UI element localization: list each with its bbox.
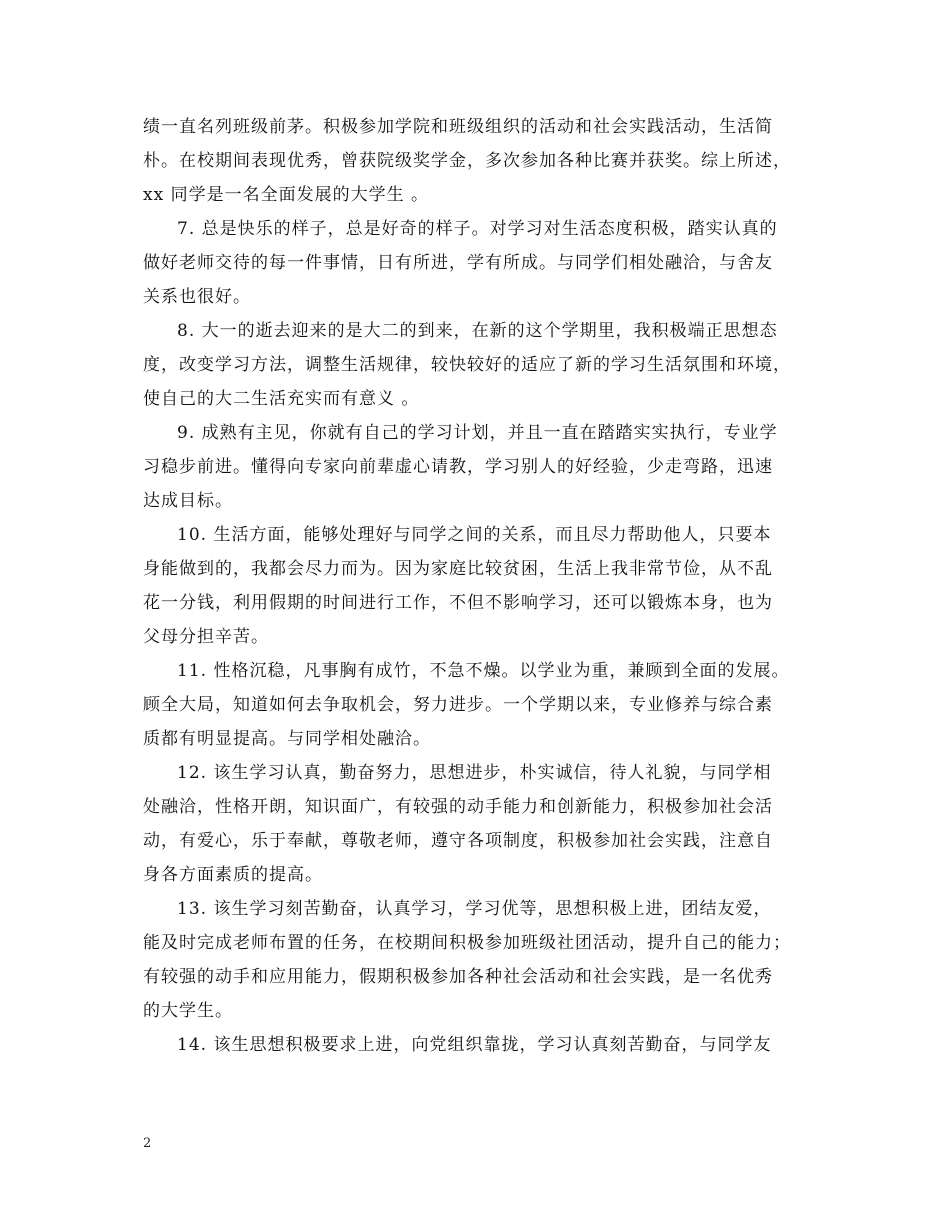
paragraph-first-line: 14. 该生思想积极要求上进，向党组织靠拢，学习认真刻苦勤奋，与同学友 xyxy=(177,1035,772,1055)
text-line: 动，有爱心，乐于奉献，尊敬老师，遵守各项制度，积极参加社会实践，注意自 xyxy=(143,831,773,851)
text-line: 关系也很好。 xyxy=(143,287,251,307)
text-line: 身各方面素质的提高。 xyxy=(143,865,323,885)
text-line: 顾全大局，知道如何去争取机会，努力进步。一个学期以来，专业修养与综合素 xyxy=(143,695,773,715)
text-line: xx 同学是一名全面发展的大学生 。 xyxy=(143,185,429,205)
paragraph-first-line: 9. 成熟有主见，你就有自己的学习计划，并且一直在踏踏实实执行，专业学 xyxy=(177,423,778,443)
text-line: 花一分钱，利用假期的时间进行工作，不但不影响学习，还可以锻炼本身，也为 xyxy=(143,593,773,613)
text-line: 处融洽，性格开朗，知识面广，有较强的动手能力和创新能力，积极参加社会活 xyxy=(143,797,773,817)
text-line: 习稳步前进。懂得向专家向前辈虚心请教，学习别人的好经验，少走弯路，迅速 xyxy=(143,457,773,477)
text-line: 达成目标。 xyxy=(143,491,233,511)
text-line: 度，改变学习方法，调整生活规律，较快较好的适应了新的学习生活氛围和环境， xyxy=(143,355,791,375)
paragraph-first-line: 8. 大一的逝去迎来的是大二的到来，在新的这个学期里，我积极端正思想态 xyxy=(177,321,778,341)
text-line: 朴。在校期间表现优秀，曾获院级奖学金，多次参加各种比赛并获奖。综上所述， xyxy=(143,151,791,171)
text-line: 使自己的大二生活充实而有意义 。 xyxy=(143,389,420,409)
paragraph-first-line: 11. 性格沉稳，凡事胸有成竹，不急不燥。以学业为重，兼顾到全面的发展。 xyxy=(177,661,790,681)
text-line: 的大学生。 xyxy=(143,1001,233,1021)
text-line: 能及时完成老师布置的任务，在校期间积极参加班级社团活动，提升自己的能力； xyxy=(143,933,791,953)
text-line: 身能做到的，我都会尽力而为。因为家庭比较贫困，生活上我非常节俭，从不乱 xyxy=(143,559,773,579)
paragraph-first-line: 12. 该生学习认真，勤奋努力，思想进步，朴实诚信，待人礼貌，与同学相 xyxy=(177,763,772,783)
page-number: 2 xyxy=(143,1136,152,1151)
document-body xyxy=(143,110,828,1062)
text-line: 绩一直名列班级前茅。积极参加学院和班级组织的活动和社会实践活动，生活简 xyxy=(143,117,773,137)
text-line: 父母分担辛苦。 xyxy=(143,627,269,647)
paragraph-first-line: 13. 该生学习刻苦勤奋，认真学习，学习优等，思想积极上进，团结友爱， xyxy=(177,899,772,919)
paragraph-first-line: 7. 总是快乐的样子，总是好奇的样子。对学习对生活态度积极，踏实认真的 xyxy=(177,219,778,239)
text-line: 有较强的动手和应用能力，假期积极参加各种社会活动和社会实践，是一名优秀 xyxy=(143,967,773,987)
paragraph-first-line: 10. 生活方面，能够处理好与同学之间的关系，而且尽力帮助他人，只要本 xyxy=(177,525,772,545)
text-line: 质都有明显提高。与同学相处融洽。 xyxy=(143,729,431,749)
text-line: 做好老师交待的每一件事情，日有所进，学有所成。与同学们相处融洽，与舍友 xyxy=(143,253,773,273)
